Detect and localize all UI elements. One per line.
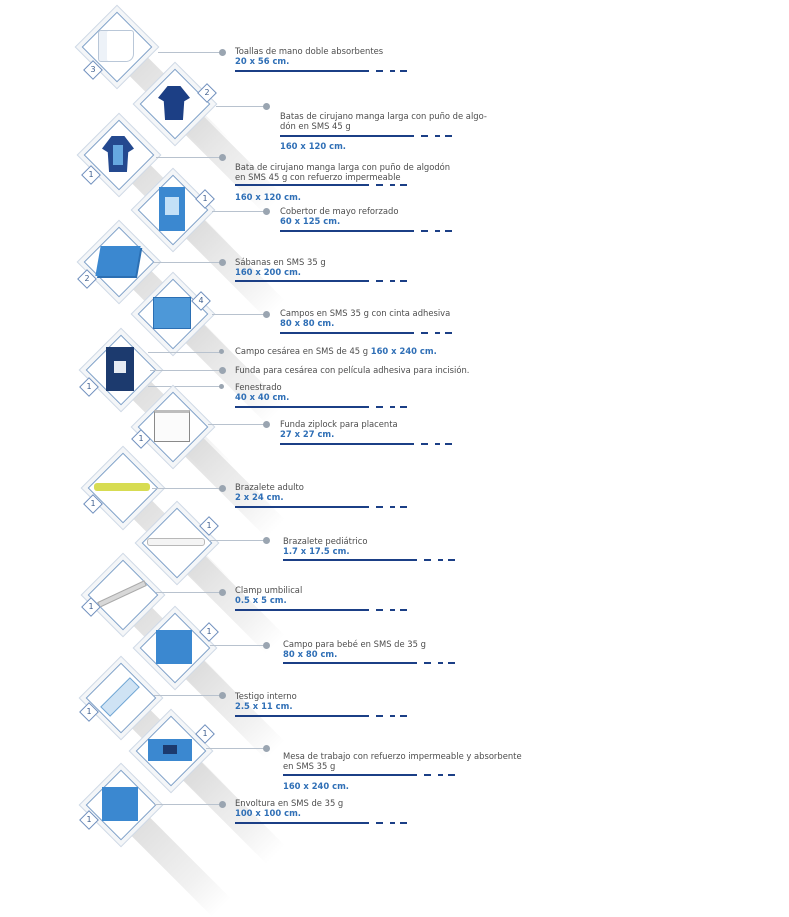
item-underline bbox=[235, 70, 407, 72]
pediatric-bracelet-icon bbox=[146, 512, 206, 572]
quantity-badge: 1 bbox=[79, 377, 99, 397]
item-description: Toallas de mano doble absorbentes 20 x 56 cm. bbox=[235, 46, 384, 66]
item-description: Batas de cirujano manga larga con puño de algo- dón en SMS 45 g 160 x 120 cm. bbox=[280, 111, 487, 151]
sheet-icon bbox=[88, 231, 148, 291]
quantity-badge: 1 bbox=[81, 597, 101, 617]
connector-dot bbox=[219, 589, 226, 596]
connector-line bbox=[216, 106, 264, 107]
connector-line bbox=[150, 370, 220, 371]
item-underline bbox=[235, 822, 407, 824]
item-description: Testigo interno 2.5 x 11 cm. bbox=[235, 691, 297, 711]
item-underline bbox=[280, 135, 452, 137]
item-underline bbox=[235, 506, 407, 508]
quantity-badge: 1 bbox=[79, 810, 99, 830]
connector-dot bbox=[219, 259, 226, 266]
connector-dot bbox=[219, 801, 226, 808]
connector-line bbox=[154, 804, 220, 805]
connector-dot bbox=[263, 208, 270, 215]
item-description: Clamp umbilical 0.5 x 5 cm. bbox=[235, 585, 303, 605]
adult-bracelet-icon bbox=[92, 457, 152, 517]
quantity-badge: 1 bbox=[131, 429, 151, 449]
connector-dot bbox=[263, 103, 270, 110]
drape-icon bbox=[142, 283, 202, 343]
indicator-strip-icon bbox=[90, 667, 150, 727]
cesarean-cover-text: Funda para cesárea con película adhesiva para incisión. bbox=[235, 365, 470, 375]
connector-line bbox=[206, 748, 264, 749]
surgical-gown-icon bbox=[144, 73, 204, 133]
quantity-badge: 1 bbox=[81, 165, 101, 185]
item-underline bbox=[235, 715, 407, 717]
quantity-badge: 4 bbox=[191, 291, 211, 311]
connector-dot bbox=[219, 349, 224, 354]
table-cover-icon bbox=[140, 720, 200, 780]
wrap-icon bbox=[90, 774, 150, 834]
mayo-cover-icon bbox=[142, 179, 202, 239]
ziplock-bag-icon bbox=[142, 396, 202, 456]
quantity-badge: 1 bbox=[83, 494, 103, 514]
item-underline bbox=[283, 662, 455, 664]
connector-line bbox=[158, 52, 220, 53]
connector-dot bbox=[263, 642, 270, 649]
connector-dot bbox=[219, 367, 226, 374]
baby-drape-icon bbox=[144, 617, 204, 677]
connector-line bbox=[148, 386, 220, 387]
item-underline bbox=[280, 230, 452, 232]
item-underline bbox=[235, 406, 407, 408]
connector-line bbox=[210, 645, 264, 646]
quantity-badge: 2 bbox=[77, 269, 97, 289]
connector-line bbox=[212, 314, 264, 315]
connector-line bbox=[152, 488, 220, 489]
quantity-badge: 1 bbox=[195, 724, 215, 744]
cesarean-drape-icon bbox=[90, 339, 150, 399]
connector-dot bbox=[219, 49, 226, 56]
item-description: Sábanas en SMS 35 g 160 x 200 cm. bbox=[235, 257, 326, 277]
cesarean-drape-text: Campo cesárea en SMS de 45 g 160 x 240 cm. bbox=[235, 346, 437, 356]
item-underline bbox=[283, 774, 455, 776]
connector-dot bbox=[263, 421, 270, 428]
item-underline bbox=[280, 443, 452, 445]
quantity-badge: 2 bbox=[197, 83, 217, 103]
connector-line bbox=[156, 157, 220, 158]
connector-dot bbox=[263, 745, 270, 752]
item-description: Campos en SMS 35 g con cinta adhesiva 80 x 80 cm. bbox=[280, 308, 451, 328]
item-underline bbox=[280, 332, 452, 334]
item-underline bbox=[235, 184, 407, 186]
item-description: Campo para bebé en SMS de 35 g 80 x 80 cm. bbox=[283, 639, 426, 659]
connector-line bbox=[154, 695, 220, 696]
item-description: Cobertor de mayo reforzado 60 x 125 cm. bbox=[280, 206, 399, 226]
quantity-badge: 3 bbox=[83, 60, 103, 80]
item-underline bbox=[283, 559, 455, 561]
quantity-badge: 1 bbox=[199, 516, 219, 536]
connector-line bbox=[208, 540, 264, 541]
quantity-badge: 1 bbox=[79, 702, 99, 722]
item-description: Brazalete adulto 2 x 24 cm. bbox=[235, 482, 304, 502]
quantity-badge: 1 bbox=[195, 189, 215, 209]
item-description: Envoltura en SMS de 35 g 100 x 100 cm. bbox=[235, 798, 344, 818]
umbilical-clamp-icon bbox=[92, 564, 152, 624]
connector-dot bbox=[219, 384, 224, 389]
connector-dot bbox=[263, 311, 270, 318]
connector-dot bbox=[219, 154, 226, 161]
connector-dot bbox=[219, 485, 226, 492]
connector-dot bbox=[263, 537, 270, 544]
connector-line bbox=[208, 424, 264, 425]
connector-line bbox=[154, 262, 220, 263]
item-description: Bata de cirujano manga larga con puño de algodón en SMS 45 g con refuerzo impermeable 160 x 120 cm. bbox=[235, 162, 451, 202]
item-underline bbox=[235, 609, 407, 611]
connector-line bbox=[156, 592, 220, 593]
item-description: Fenestrado 40 x 40 cm. bbox=[235, 382, 290, 402]
quantity-badge: 1 bbox=[199, 622, 219, 642]
item-description: Funda ziplock para placenta 27 x 27 cm. bbox=[280, 419, 398, 439]
item-description: Brazalete pediátrico 1.7 x 17.5 cm. bbox=[283, 536, 368, 556]
item-underline bbox=[235, 280, 407, 282]
connector-line bbox=[148, 352, 220, 353]
item-description: Mesa de trabajo con refuerzo impermeable y absorbente en SMS 35 g 160 x 240 cm. bbox=[283, 751, 522, 791]
connector-dot bbox=[219, 692, 226, 699]
connector-line bbox=[212, 211, 264, 212]
